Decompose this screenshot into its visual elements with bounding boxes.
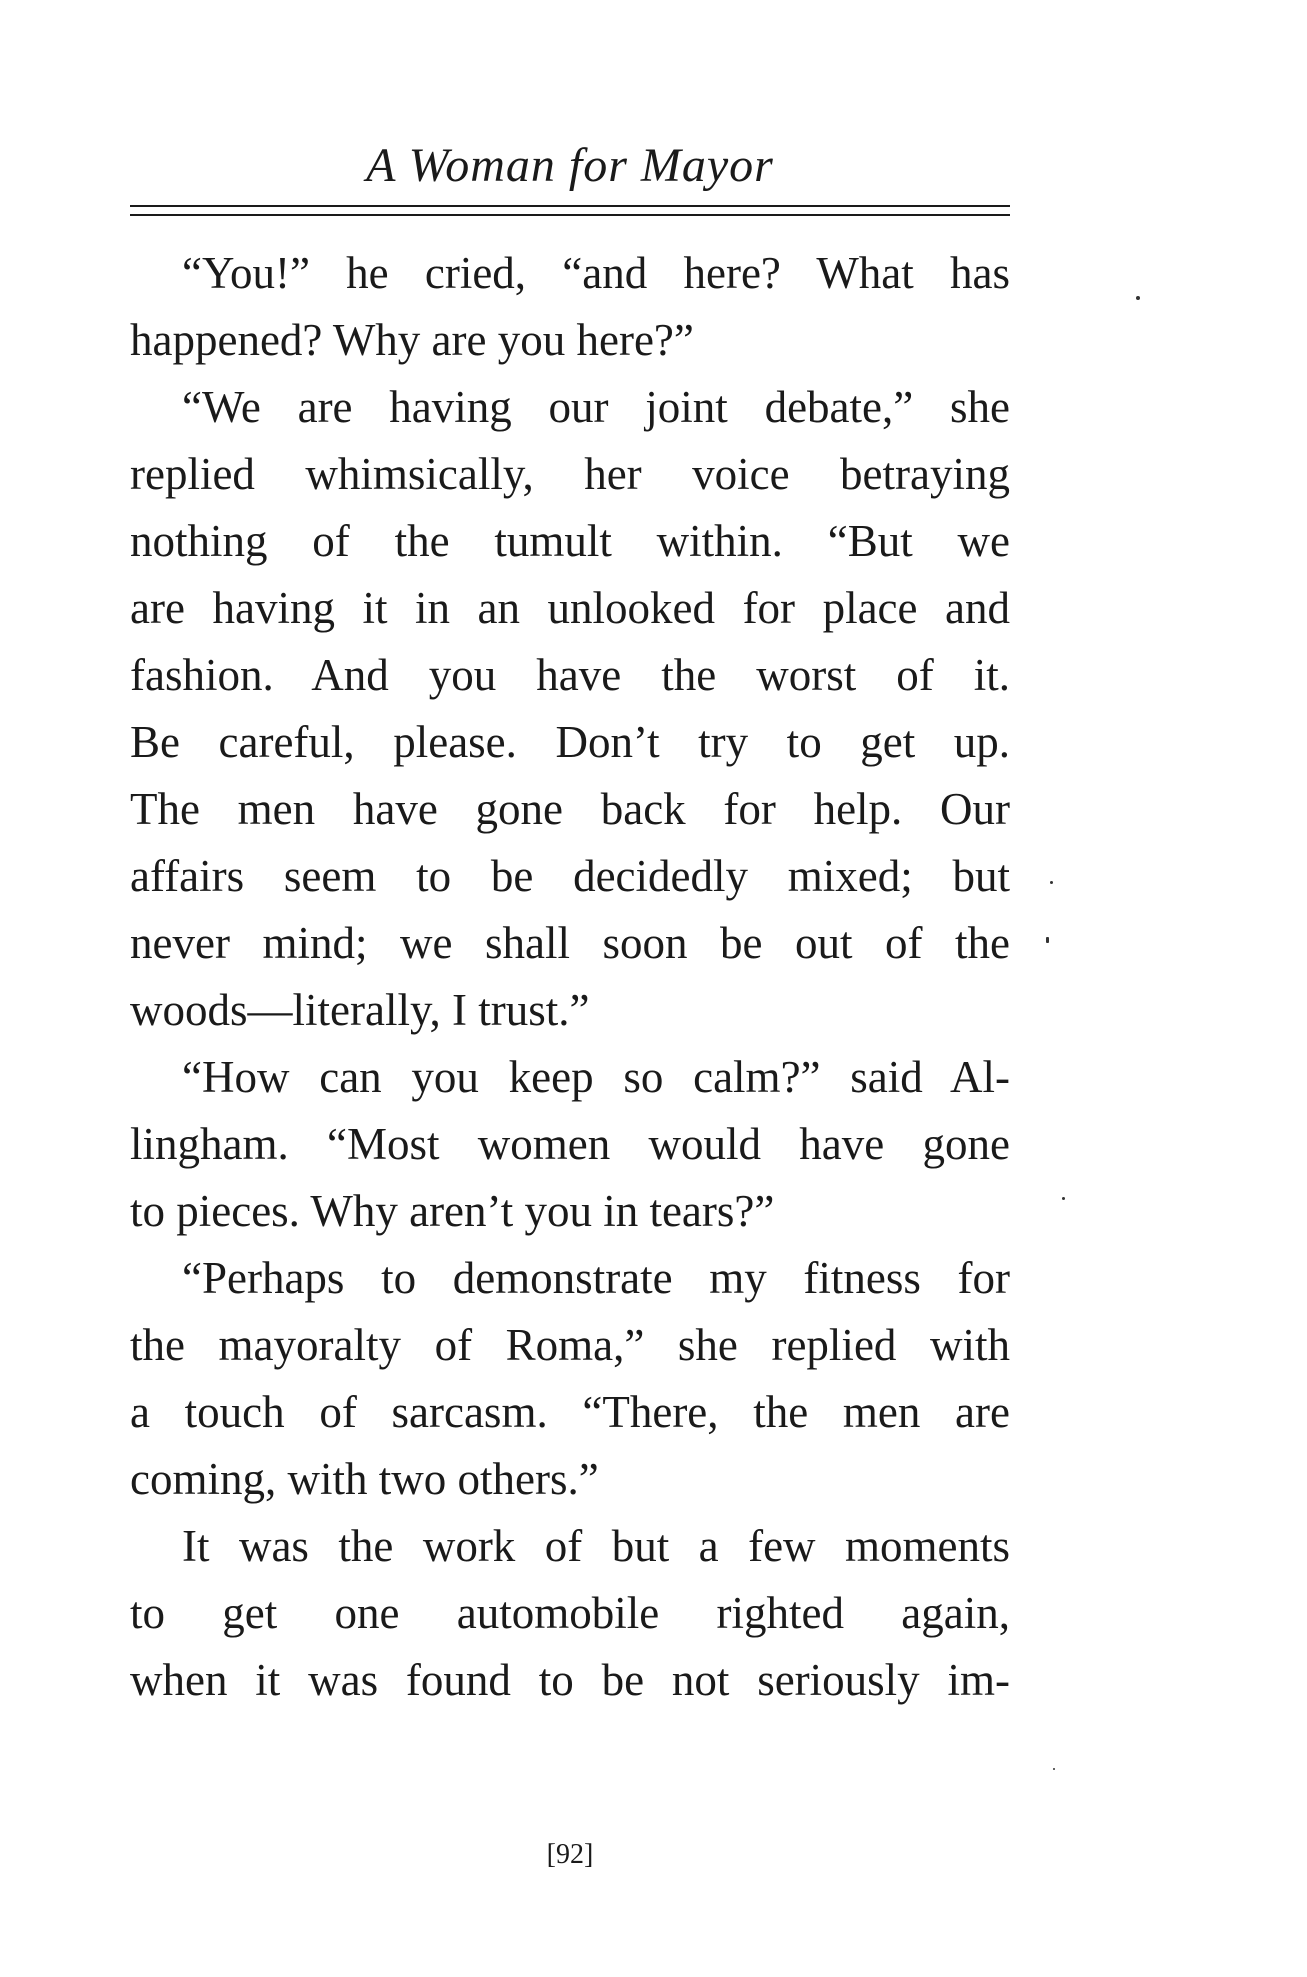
text-line: are having it in an unlooked for place and bbox=[130, 583, 1010, 633]
text-line: happened? Why are you here?” bbox=[130, 315, 694, 365]
text-line: never mind; we shall soon be out of the bbox=[130, 918, 1010, 968]
text-line: coming, with two others.” bbox=[130, 1454, 599, 1504]
text-line: It was the work of but a few moments bbox=[182, 1521, 1010, 1571]
body-text bbox=[130, 240, 1010, 1714]
text-line: a touch of sarcasm. “There, the men are bbox=[130, 1387, 1010, 1437]
text-line: Be careful, please. Don’t try to get up. bbox=[130, 717, 1010, 767]
text-line: fashion. And you have the worst of it. bbox=[130, 650, 1010, 700]
header-rule-top bbox=[130, 205, 1010, 207]
text-line: The men have gone back for help. Our bbox=[130, 784, 1010, 834]
text-line: “You!” he cried, “and here? What has bbox=[182, 248, 1010, 298]
print-speck bbox=[1136, 296, 1140, 300]
text-line: to get one automobile righted again, bbox=[130, 1588, 1010, 1638]
running-title: A Woman for Mayor bbox=[366, 139, 774, 192]
text-line: to pieces. Why aren’t you in tears?” bbox=[130, 1186, 775, 1236]
print-speck bbox=[1062, 1197, 1065, 1200]
text-line: the mayoralty of Roma,” she replied with bbox=[130, 1320, 1010, 1370]
text-line: affairs seem to be decidedly mixed; but bbox=[130, 851, 1010, 901]
text-line: woods—literally, I trust.” bbox=[130, 985, 590, 1035]
print-speck bbox=[1050, 881, 1053, 884]
page-number: [92] bbox=[546, 1839, 594, 1870]
print-speck bbox=[1046, 937, 1049, 943]
header-rule-bottom bbox=[130, 214, 1010, 216]
text-line: lingham. “Most women would have gone bbox=[130, 1119, 1010, 1169]
print-speck bbox=[1053, 1768, 1055, 1770]
text-line: nothing of the tumult within. “But we bbox=[130, 516, 1010, 566]
text-line: when it was found to be not seriously im- bbox=[130, 1655, 1010, 1705]
text-line: “Perhaps to demonstrate my fitness for bbox=[182, 1253, 1010, 1303]
text-line: “We are having our joint debate,” she bbox=[182, 382, 1010, 432]
text-line: “How can you keep so calm?” said Al- bbox=[182, 1052, 1010, 1102]
text-line: replied whimsically, her voice betraying bbox=[130, 449, 1010, 499]
